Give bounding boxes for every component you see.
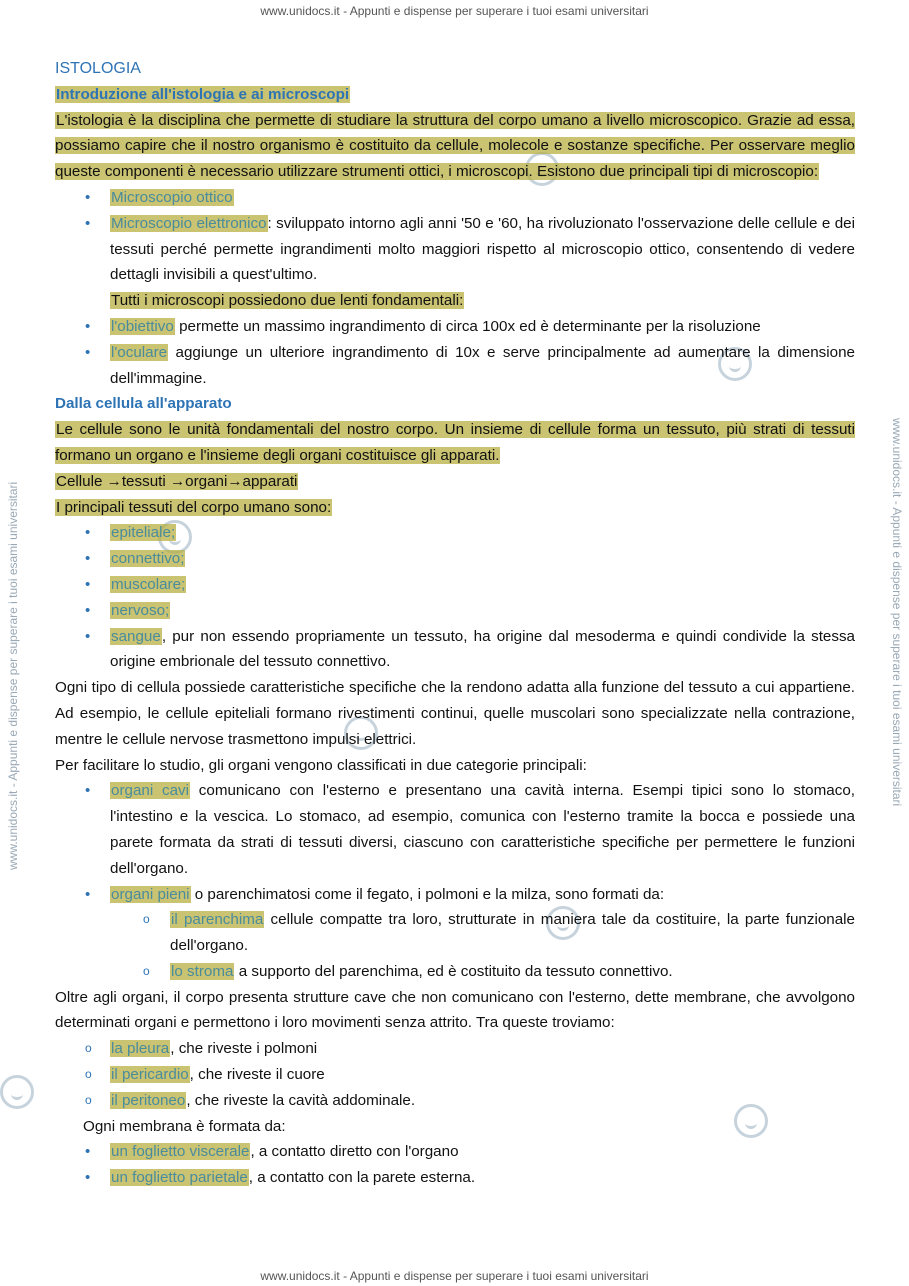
list-item: [55, 598, 855, 624]
lenses-intro: Tutti i microscopi possiedono due lenti fondamentali:: [111, 292, 464, 310]
term: lo stroma: [171, 962, 234, 980]
document-body: [55, 56, 855, 1191]
paragraph: [55, 417, 855, 469]
organ-list: [55, 778, 855, 907]
term: sangue: [111, 627, 161, 645]
list-item: [55, 1036, 855, 1062]
list-item: [55, 959, 855, 985]
term: il parenchima: [171, 911, 264, 929]
list-item: [55, 572, 855, 598]
item-text: , pur non essendo propriamente un tessuto, ha origine dal mesoderma e quindi condivide la stessa origine embrionale del tessuto connettivo.: [110, 627, 855, 671]
intro-paragraph: [55, 108, 855, 185]
term: nervoso;: [111, 601, 170, 619]
layer-list: [55, 1139, 855, 1191]
paragraph: Ogni membrana è formata da:: [83, 1117, 286, 1135]
list-item: [55, 520, 855, 546]
term: connettivo;: [111, 550, 185, 568]
watermark-left: www.unidocs.it - Appunti e dispense per superare i tuoi esami universitari: [6, 481, 20, 870]
solid-organ-sublist: [55, 907, 855, 984]
list-item: [55, 882, 855, 908]
list-item: [55, 1139, 855, 1165]
item-text: , a contatto con la parete esterna.: [248, 1169, 476, 1187]
list-item: [55, 211, 855, 314]
list-item: [55, 314, 855, 340]
chain-text: Cellule →tessuti →organi→apparati: [56, 472, 298, 490]
paragraph-text: Le cellule sono le unità fondamentali del nostro corpo. Un insieme di cellule forma un tessuto, più strati di tessuti formano un organo e l'insieme degli organi costituisce gli apparati.: [55, 421, 855, 464]
paragraph: [55, 469, 855, 495]
term: un foglietto parietale: [111, 1169, 248, 1187]
tissue-list: [55, 520, 855, 675]
list-item: [55, 185, 855, 211]
intro-text: L'istologia è la disciplina che permette di studiare la struttura del corpo umano a livello microscopico. Grazie ad essa, possiamo capire che il nostro organismo è costituito da cellule, molecole e sostanze specifiche. Per osservare meglio queste componenti è necessario utilizzare strumenti ottici, i microscopi. Esistono due principali tipi di microscopio:: [55, 111, 855, 181]
section-heading: [55, 82, 855, 108]
list-item: [55, 340, 855, 392]
item-text: permette un massimo ingrandimento di circa 100x ed è determinante per la risoluzione: [174, 317, 761, 335]
item-text: : sviluppato intorno agli anni '50 e '60, ha rivoluzionato l'osservazione delle cellule e dei tessuti perché permette ingrandimenti molto maggiori rispetto al microscopio ottico, consentendo di vedere dettagli invisibili a quest'ultimo.: [110, 214, 855, 284]
item-text: , a contatto diretto con l'organo: [250, 1143, 459, 1161]
term: organi pieni: [111, 885, 190, 903]
term: Microscopio elettronico: [111, 214, 267, 232]
term: il peritoneo: [111, 1091, 186, 1109]
term: l'oculare: [111, 343, 168, 361]
item-text: comunicano con l'esterno e presentano una cavità interna. Esempi tipici sono lo stomaco, l'intestino e la vescica. Lo stomaco, ad esempio, comunica con l'esterno tramite la bocca e possiede una parete formata da strati di tessuti diversi, ciascuno con caratteristiche specifiche per permettere le funzioni dell'organo.: [110, 782, 855, 877]
paragraph-text: I principali tessuti del corpo umano sono:: [56, 498, 332, 516]
microscope-list: [55, 185, 855, 391]
section-heading-text: Introduzione all'istologia e ai microscopi: [56, 85, 350, 103]
section-heading: Dalla cellula all'apparato: [55, 395, 232, 413]
membrane-list: [55, 1036, 855, 1113]
term: epiteliale;: [111, 524, 176, 542]
term: l'obiettivo: [111, 317, 174, 335]
item-text: aggiunge un ulteriore ingrandimento di 10x e serve principalmente ad aumentare la dimensione dell'immagine.: [110, 343, 855, 387]
watermark-bottom: www.unidocs.it - Appunti e dispense per superare i tuoi esami universitari: [260, 1269, 649, 1283]
item-text: a supporto del parenchima, ed è costituito da tessuto connettivo.: [234, 962, 673, 980]
term: il pericardio: [111, 1066, 189, 1084]
watermark-top: www.unidocs.it - Appunti e dispense per superare i tuoi esami universitari: [260, 4, 649, 18]
item-text: , che riveste il cuore: [189, 1066, 325, 1084]
item-text: , che riveste la cavità addominale.: [186, 1091, 416, 1109]
term: organi cavi: [111, 782, 190, 800]
term: Microscopio ottico: [111, 188, 233, 206]
list-item: [55, 1088, 855, 1114]
list-item: [55, 1062, 855, 1088]
term: la pleura: [111, 1040, 170, 1058]
term: un foglietto viscerale: [111, 1143, 250, 1161]
list-item: [55, 778, 855, 881]
item-text: o parenchimatosi come il fegato, i polmoni e la milza, sono formati da:: [190, 885, 665, 903]
paragraph: [55, 495, 855, 521]
term: muscolare;: [111, 575, 186, 593]
document-title: ISTOLOGIA: [55, 60, 141, 77]
item-text: cellule compatte tra loro, strutturate in maniera tale da costituire, la parte funzionale dell'organo.: [170, 911, 856, 955]
watermark-logo-icon: [0, 1075, 34, 1109]
watermark-right: www.unidocs.it - Appunti e dispense per superare i tuoi esami universitari: [890, 418, 904, 807]
list-item: [55, 624, 855, 676]
paragraph: Oltre agli organi, il corpo presenta strutture cave che non comunicano con l'esterno, dette membrane, che avvolgono determinati organi e permettono i loro movimenti senza attrito. Tra queste troviamo:: [55, 988, 855, 1032]
paragraph: Per facilitare lo studio, gli organi vengono classificati in due categorie principali:: [55, 756, 587, 774]
list-item: [55, 907, 855, 959]
list-item: [55, 1165, 855, 1191]
paragraph: Ogni tipo di cellula possiede caratteristiche specifiche che la rendono adatta alla funzione del tessuto a cui appartiene. Ad esempio, le cellule epiteliali formano rivestimenti continui, quelle muscolari sono specializzate nella contrazione, mentre le cellule nervose trasmettono impulsi elettrici.: [55, 679, 855, 748]
list-item: [55, 546, 855, 572]
item-text: , che riveste i polmoni: [170, 1040, 318, 1058]
